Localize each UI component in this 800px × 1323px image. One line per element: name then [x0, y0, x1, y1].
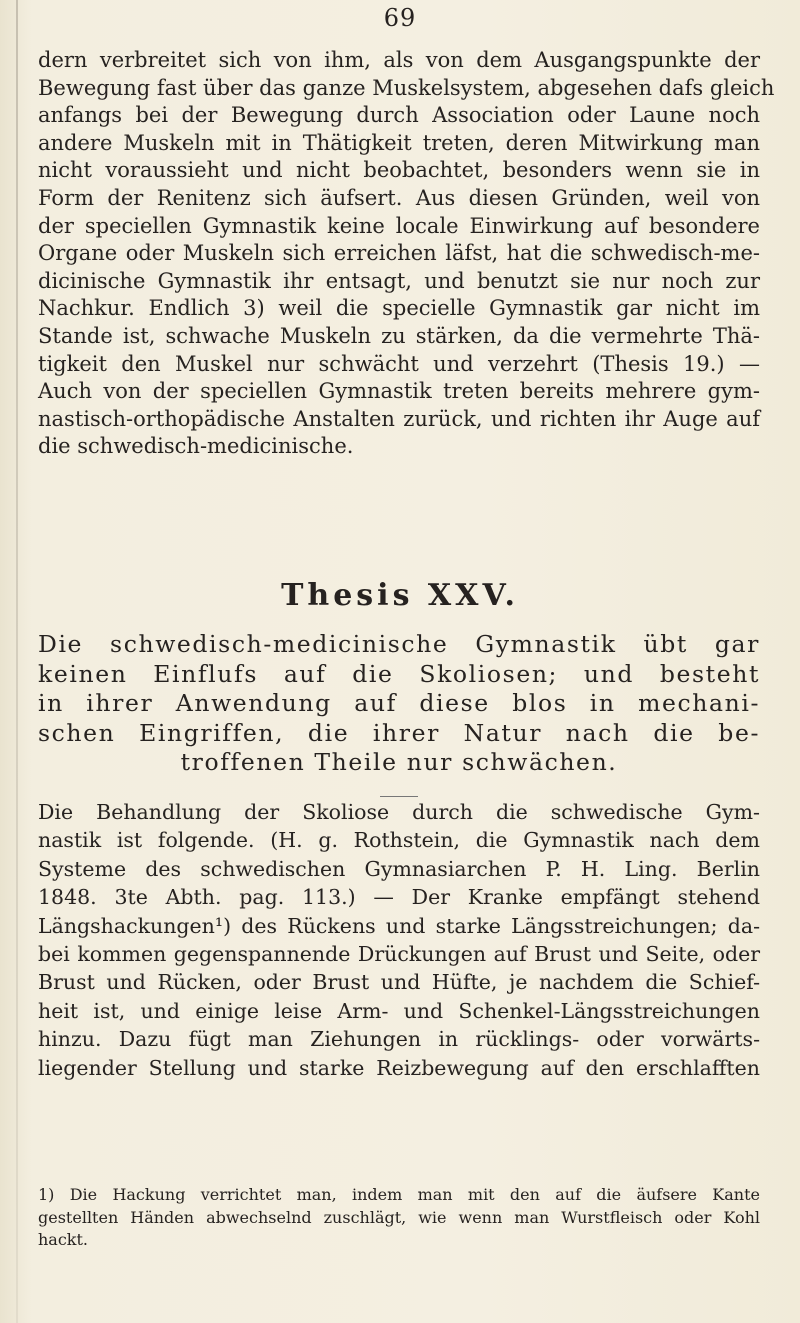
text-line: heit ist, und einige leise Arm- und Schenkel-Längsstreichungen: [38, 998, 760, 1023]
text-line: Systeme des schwedischen Gymnasiarchen P. H. Ling. Berlin: [38, 856, 760, 881]
text-line: Die Behandlung der Skoliose durch die schwedische Gym-: [38, 800, 760, 824]
text-line: Form der Renitenz sich äufsert. Aus diesen Gründen, weil von: [38, 185, 760, 210]
text-line: Brust und Rücken, oder Brust und Hüfte, je nachdem die Schief-: [38, 970, 760, 995]
text-line: anfangs bei der Bewegung durch Association oder Laune noch: [38, 103, 760, 128]
footnote-line: 1) Die Hackung verrichtet man, indem man mit den auf die äufsere Kante: [38, 1185, 760, 1204]
text-line: hinzu. Dazu fügt man Ziehungen in rücklings- oder vorwärts-: [38, 1027, 760, 1052]
section-rule: [380, 796, 418, 797]
text-line: nastik ist folgende. (H. g. Rothstein, die Gymnastik nach dem: [38, 828, 760, 853]
text-line: Nachkur. Endlich 3) weil die specielle Gymnastik gar nicht im: [38, 296, 760, 321]
text-line: liegender Stellung und starke Reizbewegung auf den erschlafften: [38, 1055, 760, 1080]
thesis-statement: [38, 630, 760, 778]
thesis-line: troffenen Theile nur schwächen.: [180, 748, 618, 777]
binding-edge: [16, 0, 18, 1323]
text-line: nastisch-orthopädische Anstalten zurück, und richten ihr Auge auf: [38, 406, 760, 431]
footnote-line: hackt.: [38, 1230, 89, 1249]
thesis-line: keinen Einflufs auf die Skoliosen; und besteht: [38, 659, 760, 688]
thesis-line: schen Eingriffen, die ihrer Natur nach die be-: [38, 718, 760, 747]
text-line: nicht voraussieht und nicht beobachtet, besonders wenn sie in: [38, 158, 760, 183]
text-line: 1848. 3te Abth. pag. 113.) — Der Kranke empfängt stehend: [38, 885, 760, 910]
text-line: Bewegung fast über das ganze Muskelsystem, abgesehen dafs gleich: [38, 75, 775, 100]
footnote: [38, 1184, 760, 1252]
text-line: Auch von der speciellen Gymnastik treten bereits mehrere gym-: [38, 379, 760, 404]
text-line: der speciellen Gymnastik keine locale Einwirkung auf besondere: [38, 213, 760, 238]
thesis-line: Die schwedisch-medicinische Gymnastik übt gar: [38, 630, 760, 658]
paragraph-1: [38, 47, 775, 461]
page-number: 69: [383, 4, 417, 32]
thesis-line: in ihrer Anwendung auf diese blos in mechani-: [38, 689, 760, 718]
footnote-line: gestellten Händen abwechselnd zuschlägt, wie wenn man Wurstfleisch oder Kohl: [38, 1207, 760, 1227]
text-line: bei kommen gegenspannende Drückungen auf Brust und Seite, oder: [38, 942, 760, 967]
text-line: Organe oder Muskeln sich erreichen läfst, hat die schwedisch-me-: [38, 241, 760, 266]
thesis-heading: Thesis XXV.: [281, 578, 519, 613]
text-line: andere Muskeln mit in Thätigkeit treten, deren Mitwirkung man: [38, 130, 760, 155]
paragraph-2: [38, 798, 760, 1082]
text-line: Längshackungen¹) des Rückens und starke Längsstreichungen; da-: [38, 913, 760, 938]
text-line: die schwedisch-medicinische.: [38, 434, 354, 459]
text-line: dern verbreitet sich von ihm, als von dem Ausgangspunkte der: [38, 48, 760, 72]
text-line: Stande ist, schwache Muskeln zu stärken, da die vermehrte Thä-: [38, 323, 760, 348]
text-line: dicinische Gymnastik ihr entsagt, und benutzt sie nur noch zur: [38, 268, 760, 293]
text-line: tigkeit den Muskel nur schwächt und verzehrt (Thesis 19.) —: [38, 351, 760, 376]
